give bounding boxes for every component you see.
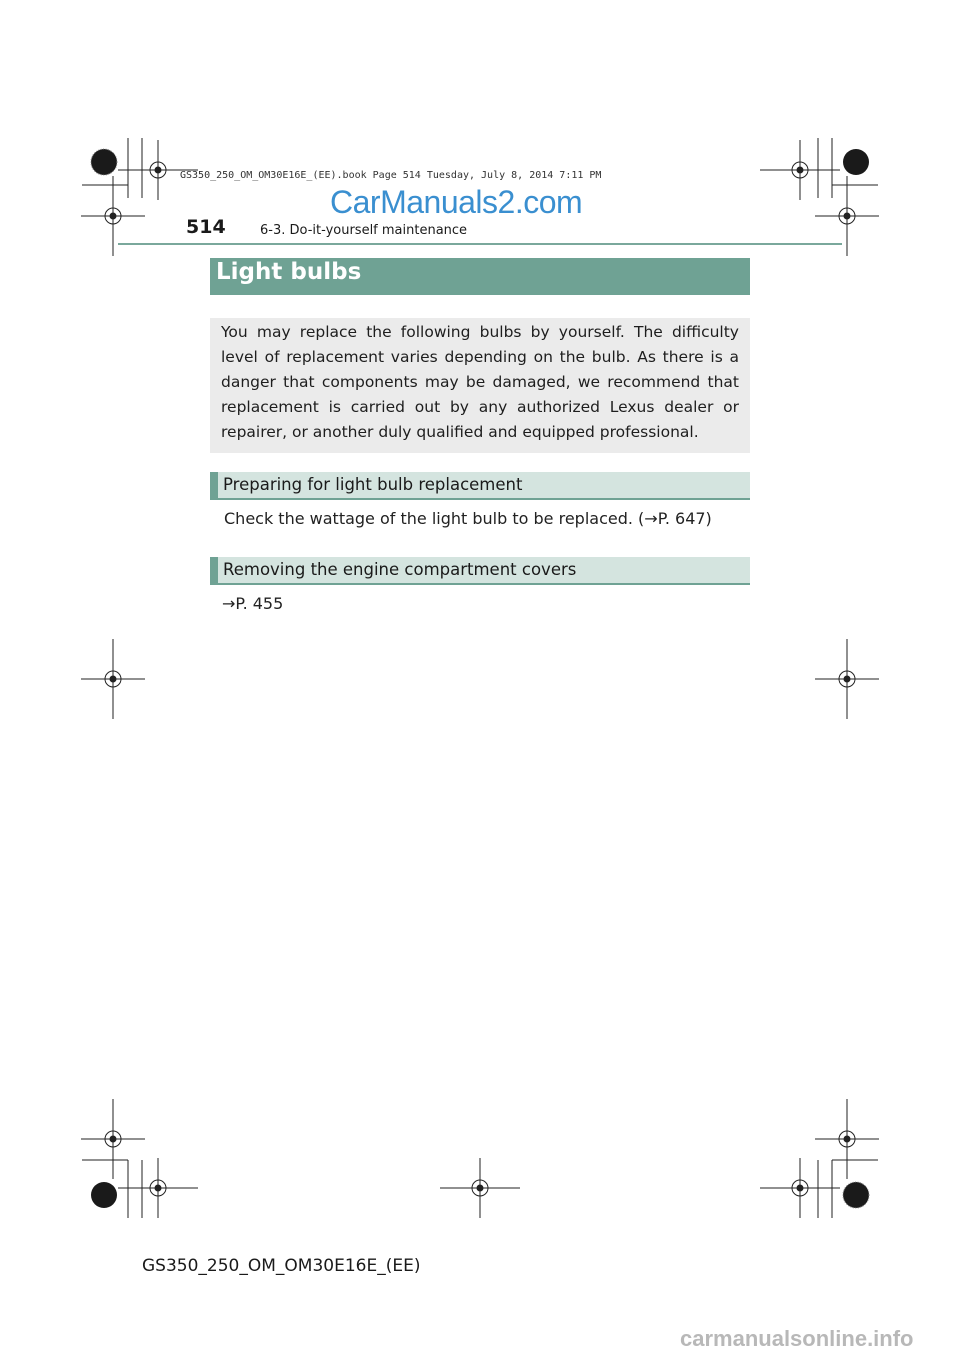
section-label: 6-3. Do-it-yourself maintenance xyxy=(260,223,468,238)
watermark-bottom[interactable]: carmanualsonline.info xyxy=(680,1326,914,1351)
body-text-removing: →P. 455 xyxy=(222,594,284,613)
page-title: Light bulbs xyxy=(216,259,362,285)
watermark-top[interactable]: CarManuals2.com xyxy=(330,184,583,220)
header-rule xyxy=(118,243,842,245)
intro-text: You may replace the following bulbs by yourself. The difficulty level of replacement varies depending on the bulb. As there is a danger that components may be damaged, we recommend that replacement is carried out by any authorized Lexus dealer or repairer, or another duly qualified and equipped professional. xyxy=(221,323,739,441)
subheading-removing: Removing the engine compartment covers xyxy=(223,560,577,579)
footer-code: GS350_250_OM_OM30E16E_(EE) xyxy=(142,1256,421,1276)
print-info-line: GS350_250_OM_OM30E16E_(EE).book Page 514 Tuesday, July 8, 2014 7:11 PM xyxy=(180,170,602,181)
page-number: 514 xyxy=(186,216,226,238)
subheading-preparing: Preparing for light bulb replacement xyxy=(223,475,523,494)
body-text-preparing: Check the wattage of the light bulb to be replaced. (→P. 647) xyxy=(224,509,712,528)
